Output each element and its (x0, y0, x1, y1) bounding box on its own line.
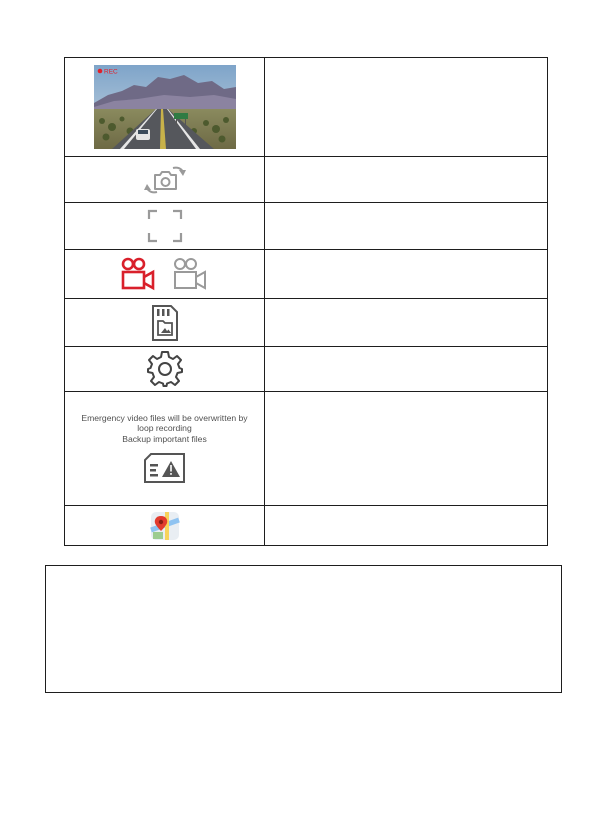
live-preview-thumbnail[interactable] (94, 65, 236, 149)
fullscreen-cell (65, 203, 265, 250)
switch-camera-description (265, 157, 548, 203)
gear-icon[interactable] (145, 349, 185, 389)
rec-label: REC (103, 68, 118, 76)
emergency-line-3: Backup important files (122, 433, 207, 444)
icon-reference-table (64, 57, 548, 546)
sd-card-gallery-icon[interactable] (150, 304, 180, 342)
record-description (265, 250, 548, 299)
video-camera-icon-inactive[interactable] (172, 256, 210, 292)
table-row (65, 506, 548, 546)
table-row (65, 347, 548, 392)
table-row (65, 157, 548, 203)
switch-camera-icon[interactable] (143, 160, 187, 200)
table-row (65, 299, 548, 347)
map-pin-icon[interactable] (149, 510, 181, 542)
table-row (65, 58, 548, 157)
settings-cell (65, 347, 265, 392)
files-cell (65, 299, 265, 347)
emergency-file-warning-icon[interactable] (143, 452, 187, 484)
settings-description (265, 347, 548, 392)
fullscreen-icon[interactable] (147, 209, 183, 243)
map-cell (65, 506, 265, 546)
emergency-line-2: loop recording (137, 423, 192, 434)
preview-description (265, 58, 548, 157)
preview-cell (65, 58, 265, 157)
table-row (65, 203, 548, 250)
table-row (65, 392, 548, 506)
emergency-line-1: Emergency video files will be overwritten by (81, 412, 248, 423)
video-camera-icon-active[interactable] (120, 256, 158, 292)
fullscreen-description (265, 203, 548, 250)
notes-box (45, 565, 562, 693)
emergency-description (265, 392, 548, 506)
map-description (265, 506, 548, 546)
table-row (65, 250, 548, 299)
emergency-warning-text (65, 413, 264, 445)
switch-camera-cell (65, 157, 265, 203)
record-cell (65, 250, 265, 299)
files-description (265, 299, 548, 347)
emergency-cell (65, 392, 265, 506)
